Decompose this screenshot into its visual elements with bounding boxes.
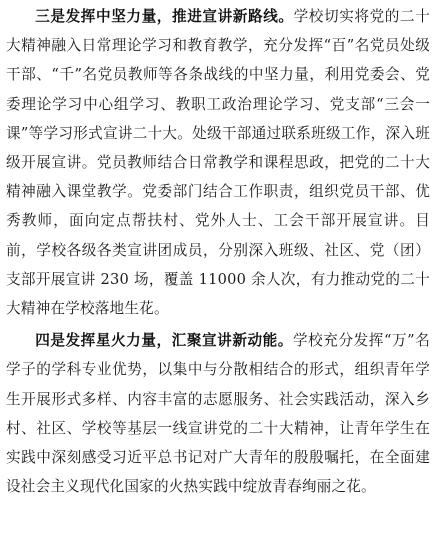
paragraph-four-heading: 四是发挥星火力量，汇聚宣讲新动能。 [35, 332, 293, 350]
paragraph-three [6, 2, 430, 323]
paragraph-four [6, 326, 430, 501]
paragraph-four-body: 学校充分发挥“万”名学子的学科专业优势，以集中与分散相结合的形式，组织青年学生开展形式多样、内容丰富的志愿服务、社会实践活动，深入乡村、社区、学校等基层一线宣讲党的二十大精神，让青年学生在实践中深刻感受习近平总书记对广大青年的殷殷嘱托，在全面建设社会主义现代化国家的火热实践中绽放青春绚丽之花。 [6, 332, 430, 496]
paragraph-three-heading: 三是发挥中坚力量，推进宣讲新路线。 [35, 8, 294, 25]
paragraph-three-body: 学校切实将党的二十大精神融入日常理论学习和教育教学，充分发挥“百”名党员处级干部、“千”名党员教师等各条战线的中坚力量，利用党委会、党委理论学习中心组学习、教职工政治理论学习、党支部“三会一课”等学习形式宣讲二十大。处级干部通过联系班级工作，深入班级开展宣讲。党员教师结合日常教学和课程思政，把党的二十大精神融入课堂教学。党委部门结合工作职责，组织党员干部、优秀教师，面向定点帮扶村、党外人士、工会干部开展宣讲。目前，学校各级各类宣讲团成员，分别深入班级、社区、党（团）支部开展宣讲 230 场，覆盖 11000 余人次，有力推动党的二十大精神在学校落地生花。 [6, 8, 430, 318]
